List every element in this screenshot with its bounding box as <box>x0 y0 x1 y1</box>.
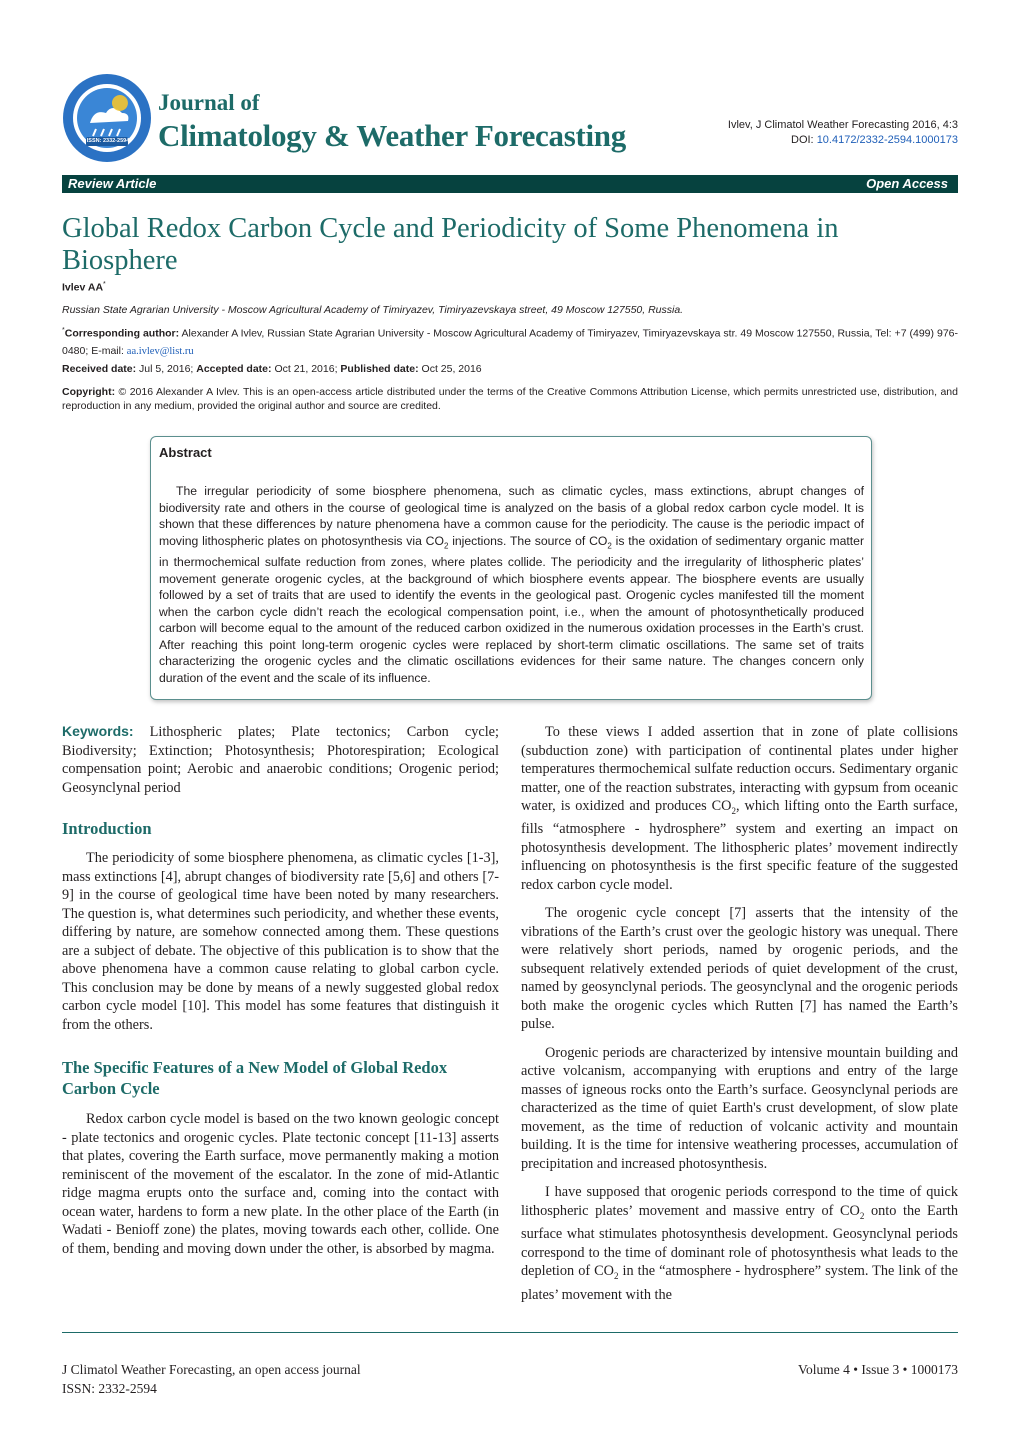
copyright-label: Copyright: <box>62 386 116 398</box>
published-date: Oct 25, 2016 <box>418 363 482 375</box>
author-name: Ivlev AA <box>62 281 104 294</box>
author-line <box>62 281 106 294</box>
copyright <box>62 385 958 413</box>
right-column <box>521 723 958 1304</box>
abstract-text <box>159 483 864 686</box>
journal-logo-icon <box>62 73 152 163</box>
introduction-body <box>62 849 499 1034</box>
right-paragraph-4 <box>521 1183 958 1304</box>
abstract-sub2: 2 <box>607 540 612 550</box>
citation: Ivlev, J Climatol Weather Forecasting 2016, 4:3 <box>727 119 958 131</box>
footer-journal: J Climatol Weather Forecasting, an open access journal <box>62 1362 361 1377</box>
introduction-paragraph: The periodicity of some biosphere phenomena, as climatic cycles [1-3], mass extinctions [4], abrupt changes of biodiversity rate [5,6] and others [7-9] in the course of geological time have been noted by many researchers. The question is, what determines such periodicity, and whether these events, differing by nature, are somehow connected among them. These questions are a subject of debate. The objective of this publication is to show that the above phenomena have a common cause relating to global carbon cycle. This conclusion may be done by means of a newly suggested global redox carbon cycle model [10]. This model has some features that distinguish it from the others. <box>62 850 499 1033</box>
doi-line <box>791 134 958 146</box>
article-type-bar <box>62 175 958 193</box>
introduction-heading: Introduction <box>62 819 152 838</box>
abstract-sub1: 2 <box>443 540 449 550</box>
keywords-text: Lithospheric plates; Plate tectonics; Carbon cycle; Biodiversity; Extinction; Photosynthesis; Photorespiration; Ecological compensation point; Aerobic and anaerobic conditions; Orogenic period; Geosynclynal period <box>62 724 499 796</box>
abstract-text-part2: injections. The source of CO <box>448 533 608 548</box>
journal-title-line1: Journal of <box>158 90 260 115</box>
right-paragraph-2: The orogenic cycle concept [7] asserts that the intensity of the vibrations of the Earth’s crust over the geologic history was unequal. There were relatively short periods, named by orogenic periods, and the subsequent relatively extended periods of quiet development of the crust, named by geosynclynal periods. The geosynclynal and the orogenic periods both make the orogenic cycles which Rutten [7] has named the Earth’s pulse. <box>521 905 958 1033</box>
published-label: Published date: <box>340 363 419 375</box>
right-p4-part-b: onto the Earth surface what stimulates photosynthesis development. Geosynclynal periods correspond to the time of dominant role of photosynthesis what leads to the depletion of CO <box>521 1202 958 1280</box>
right-p4-sub2: 2 <box>613 1271 619 1282</box>
corr-mark: * <box>62 327 65 334</box>
abstract-text-part3: is the oxidation of sedimentary organic matter in thermochemical sulfate reduction from zones, where plates collide. The periodicity and the irregularity of lithospheric plates’ movement generate orogenic cycles, at the background of which biosphere events appear. The biosphere events are usually followed by a set of traits that are used to identify the events in the geological past. Orogenic cycles manifested till the moment when the carbon cycle didn’t reach the ecological compensation point, i.e., when the amount of photosynthetically produced carbon will become equal to the amount of the reduced carbon oxidized in the numerous oxidation processes in the Earth’s crust. After reaching this point long-term orogenic cycles were replaced by short-term climatic oscillations. The same set of traits characterizing the orogenic cycles and the climatic oscillations evidences for their same nature. The changes concern only duration of the event and the scale of its influence. <box>159 533 864 685</box>
keywords <box>62 722 499 797</box>
specific-features-paragraph: Redox carbon cycle model is based on the two known geologic concept - plate tectonics and orogenic cycles. Plate tectonic concept [11-13] asserts that plates, covering the Earth surface, move permanently making a motion reminiscent of the movement of the escalator. In the zone of mid-Atlantic ridge magma erupts onto the surface and, coming into the contact with ocean water, hardens to form a new plate. In the other place of the Earth (in Wadati - Benioff zone) the plates, moving towards each other, collide. One of them, bending and moving down under the other, is absorbed by magma. <box>62 1111 499 1257</box>
right-p1-sub: 2 <box>731 805 736 816</box>
right-p4-part-c: in the “atmosphere - hydrosphere” system. The link of the plates’ movement with the <box>521 1263 958 1303</box>
specific-features-heading: The Specific Features of a New Model of Global Redox Carbon Cycle <box>62 1058 448 1098</box>
article-title: Global Redox Carbon Cycle and Periodicity of Some Phenomena in Biosphere <box>62 213 839 276</box>
copyright-text: © 2016 Alexander A Ivlev. This is an open-access article distributed under the terms of the Creative Commons Attribution License, which permits unrestricted use, distribution, and reproduction in any medium, provided the original author and source are credited. <box>62 386 958 412</box>
corresponding-author <box>62 322 958 360</box>
footer-volume: Volume 4 • Issue 3 • 1000173 <box>798 1362 958 1377</box>
keywords-label: Keywords: <box>62 723 134 739</box>
journal-title-line2: Climatology & Weather Forecasting <box>158 118 626 153</box>
right-p4-sub1: 2 <box>859 1210 865 1221</box>
article-type-label: Review Article <box>68 176 157 191</box>
corr-label: Corresponding author: <box>64 327 180 340</box>
accepted-date: Oct 21, 2016; <box>271 363 341 375</box>
dates-line <box>62 363 482 375</box>
specific-features-body <box>62 1110 499 1258</box>
right-p1-part-a: To these views I added assertion that in zone of plate collisions (subduction zone) with participation of continental plates under higher temperatures thermochemical sulfate reduction occurs. Sedimentary organic matter, one of the reaction substrates, interacting with gypsum from oceanic water, is oxidized and produces CO <box>521 724 958 814</box>
corr-email-link[interactable]: aa.ivlev@list.ru <box>126 345 194 357</box>
doi-link[interactable]: 10.4172/2332-2594.1000173 <box>816 134 958 146</box>
accepted-label: Accepted date: <box>196 363 272 375</box>
logo-issn: ISSN: 2332-2594 <box>86 138 130 144</box>
footer-issn: ISSN: 2332-2594 <box>62 1381 157 1396</box>
right-p4-part-a: I have supposed that orogenic periods correspond to the time of quick lithospheric plates’ movement and massive entry of CO <box>521 1184 958 1219</box>
corr-text: Alexander A Ivlev, Russian State Agrarian University - Moscow Agricultural Academy of Timiryazev, Timiryazevskaya str. 49 Moscow 127550, Russia, Tel: +7 (499) 976-0480; E-mail: <box>62 327 958 357</box>
author-mark: * <box>103 281 106 288</box>
right-paragraph-3: Orogenic periods are characterized by intensive mountain building and active volcanism, accompanying with eruptions and entry of the large masses of igneous rocks onto the Earth’s surface. Geosynclynal periods are characterized as the time of quiet Earth's crust development, of slow plate movement, as the time of reduction of volcanic activity and mountain building. It is the time for intensive weathering processes, accumulation of precipitation and increased photosynthesis. <box>521 1044 958 1172</box>
abstract-heading: Abstract <box>159 445 212 460</box>
footer-divider <box>62 1332 958 1333</box>
right-p1-part-b: , which lifting onto the Earth surface, fills “atmosphere - hydrosphere” system and exerting an impact on photosynthesis development. The lithospheric plates’ movement indirectly influencing on photosynthesis is the first specific feature of the suggested redox carbon cycle model. <box>521 798 958 893</box>
abstract-text-part1: The irregular periodicity of some biosphere phenomena, such as climatic cycles, mass extinctions, abrupt changes of biodiversity rate and others in the course of geological time is analyzed on the basis of a global redox carbon cycle model. It is shown that these differences by nature phenomena have a common cause for the periodicity. The cause is the periodic impact of moving lithospheric plates on photosynthesis via CO <box>159 484 864 548</box>
doi-label: DOI: <box>791 134 814 146</box>
right-paragraph-1 <box>521 723 958 894</box>
journal-logo <box>62 73 152 163</box>
abstract-box <box>150 436 872 700</box>
received-date: Jul 5, 2016; <box>136 363 197 375</box>
affiliation: Russian State Agrarian University - Moscow Agricultural Academy of Timiryazev, Timiryazevskaya street, 49 Moscow 127550, Russia. <box>62 304 684 316</box>
received-label: Received date: <box>62 363 137 375</box>
open-access-label[interactable]: Open Access <box>866 176 948 191</box>
